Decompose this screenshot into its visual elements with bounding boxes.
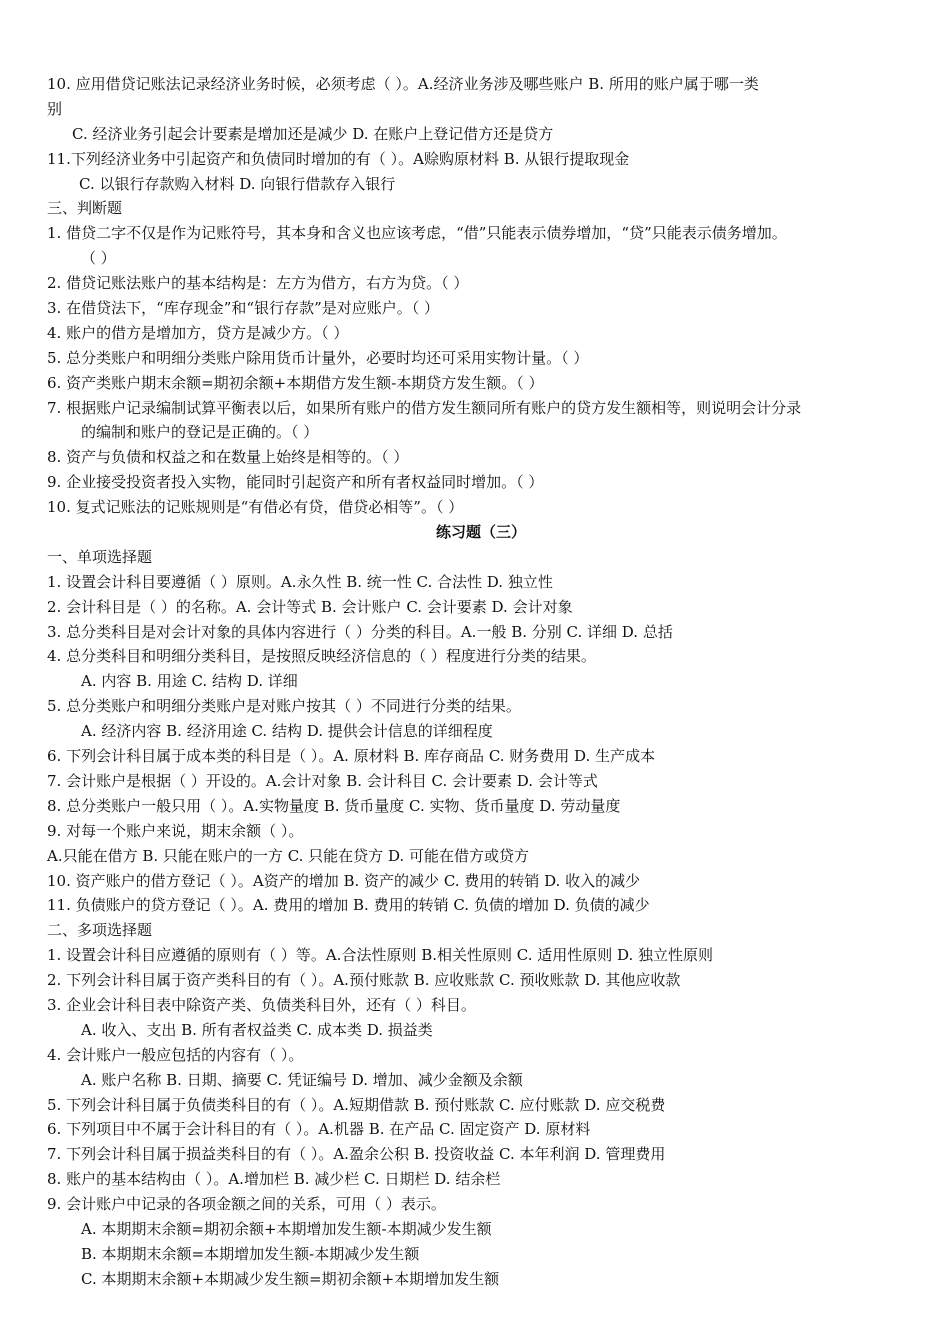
text-line — [0, 943, 950, 968]
text-line — [0, 719, 950, 744]
line-text: 6. 下列项目中不属于会计科目的有（ ）。A.机器 B. 在产品 C. 固定资产 D. 原材料 — [47, 1120, 591, 1139]
line-text: 1. 设置会计科目应遵循的原则有（ ）等。A.合法性原则 B.相关性原则 C. 适用性原则 D. 独立性原则 — [47, 946, 714, 965]
text-line — [0, 918, 950, 943]
text-line — [0, 246, 950, 271]
text-line — [0, 1093, 950, 1118]
text-line — [0, 744, 950, 769]
text-line — [0, 495, 950, 520]
line-text: 二、多项选择题 — [47, 921, 153, 940]
line-text: 7. 根据账户记录编制试算平衡表以后，如果所有账户的借方发生额同所有账户的贷方发生额相等，则说明会计分录 — [47, 398, 802, 417]
text-line — [0, 122, 950, 147]
text-line — [0, 1217, 950, 1242]
text-line — [0, 620, 950, 645]
text-line — [0, 1242, 950, 1267]
text-line — [0, 1068, 950, 1093]
line-text: C. 本期期末余额+本期减少发生额=期初余额+本期增加发生额 — [81, 1269, 500, 1288]
line-text: 3. 在借贷法下，“库存现金”和“银行存款”是对应账户。（ ） — [47, 299, 440, 318]
line-text: 6. 资产类账户期末余额=期初余额+本期借方发生额-本期贷方发生额。（ ） — [47, 373, 544, 392]
section-title — [0, 520, 950, 545]
line-text: A. 账户名称 B. 日期、摘要 C. 凭证编号 D. 增加、减少金额及余额 — [81, 1070, 523, 1089]
section-title-text: 练习题（三） — [435, 523, 526, 542]
line-text: A. 内容 B. 用途 C. 结构 D. 详细 — [81, 672, 298, 691]
line-text: 7. 会计账户是根据（ ）开设的。A.会计对象 B. 会计科目 C. 会计要素 D. 会计等式 — [47, 771, 598, 790]
text-line — [0, 147, 950, 172]
line-text: 1. 借贷二字不仅是作为记账符号，其本身和含义也应该考虑，“借”只能表示债券增加，“贷”只能表示债务增加。 — [47, 224, 787, 243]
text-line — [0, 1018, 950, 1043]
line-text: 5. 总分类账户和明细分类账户是对账户按其（ ）不同进行分类的结果。 — [47, 697, 521, 716]
text-line — [0, 844, 950, 869]
line-text: 8. 资产与负债和权益之和在数量上始终是相等的。（ ） — [47, 448, 409, 467]
line-text: 2. 会计科目是（ ）的名称。A. 会计等式 B. 会计账户 C. 会计要素 D. 会计对象 — [47, 597, 573, 616]
line-text: 4. 会计账户一般应包括的内容有（ ）。 — [47, 1045, 304, 1064]
text-line — [0, 819, 950, 844]
text-line — [0, 545, 950, 570]
text-line — [0, 1167, 950, 1192]
text-line — [0, 321, 950, 346]
line-text: 8. 账户的基本结构由（ ）。A.增加栏 B. 减少栏 C. 日期栏 D. 结余栏 — [47, 1170, 501, 1189]
text-line — [0, 1142, 950, 1167]
text-line — [0, 371, 950, 396]
line-text: 3. 总分类科目是对会计对象的具体内容进行（ ）分类的科目。A.一般 B. 分别 C. 详细 D. 总括 — [47, 622, 673, 641]
text-line — [0, 993, 950, 1018]
text-line — [0, 794, 950, 819]
line-text: C. 以银行存款购入材料 D. 向银行借款存入银行 — [79, 174, 396, 193]
line-text: 一、单项选择题 — [47, 547, 153, 566]
text-line — [0, 644, 950, 669]
line-text: B. 本期期末余额=本期增加发生额-本期减少发生额 — [81, 1244, 420, 1263]
line-text: 三、判断题 — [47, 199, 123, 218]
line-text: A. 经济内容 B. 经济用途 C. 结构 D. 提供会计信息的详细程度 — [81, 722, 493, 741]
line-text: 5. 总分类账户和明细分类账户除用货币计量外，必要时均还可采用实物计量。（ ） — [47, 348, 589, 367]
line-text: 的编制和账户的登记是正确的。（ ） — [81, 423, 319, 442]
text-line — [0, 968, 950, 993]
text-line — [0, 420, 950, 445]
text-line — [0, 893, 950, 918]
line-text: 1. 设置会计科目要遵循（ ）原则。A.永久性 B. 统一性 C. 合法性 D. 独立性 — [47, 572, 553, 591]
text-line — [0, 1192, 950, 1217]
text-line — [0, 570, 950, 595]
text-line — [0, 1267, 950, 1292]
text-line — [0, 769, 950, 794]
line-text: 10. 复式记账法的记账规则是“有借必有贷，借贷必相等”。（ ） — [47, 498, 464, 517]
line-text: 8. 总分类账户一般只用（ ）。A.实物量度 B. 货币量度 C. 实物、货币量度 D. 劳动量度 — [47, 796, 621, 815]
line-text: A. 本期期末余额=期初余额+本期增加发生额-本期减少发生额 — [81, 1219, 492, 1238]
text-line — [0, 470, 950, 495]
line-text: A.只能在借方 B. 只能在账户的一方 C. 只能在贷方 D. 可能在借方或贷方 — [47, 846, 529, 865]
line-text: 10. 应用借贷记账法记录经济业务时候，必须考虑（ ）。A.经济业务涉及哪些账户 B. 所用的账户属于哪一类 — [47, 75, 759, 93]
text-line — [0, 221, 950, 246]
text-line — [0, 1043, 950, 1068]
line-text: 3. 企业会计科目表中除资产类、负债类科目外，还有（ ）科目。 — [47, 995, 476, 1014]
line-text: 7. 下列会计科目属于损益类科目的有（ ）。A.盈余公积 B. 投资收益 C. 本年利润 D. 管理费用 — [47, 1145, 666, 1164]
line-text: 4. 总分类科目和明细分类科目，是按照反映经济信息的（ ）程度进行分类的结果。 — [47, 647, 596, 666]
text-line — [0, 869, 950, 894]
text-line — [0, 595, 950, 620]
line-text: 2. 借贷记账法账户的基本结构是：左方为借方，右方为贷。（ ） — [47, 274, 469, 293]
text-line — [0, 296, 950, 321]
line-text: （ ） — [81, 249, 116, 268]
text-line — [0, 72, 950, 97]
line-text: 2. 下列会计科目属于资产类科目的有（ ）。A.预付账款 B. 应收账款 C. 预收账款 D. 其他应收款 — [47, 971, 681, 990]
line-text: 11. 负债账户的贷方登记（ ）。A. 费用的增加 B. 费用的转销 C. 负债的增加 D. 负债的减少 — [47, 896, 650, 915]
text-line — [0, 172, 950, 197]
line-text: C. 经济业务引起会计要素是增加还是减少 D. 在账户上登记借方还是贷方 — [72, 124, 554, 143]
text-line — [0, 445, 950, 470]
text-line — [0, 196, 950, 221]
line-text: 5. 下列会计科目属于负债类科目的有（ ）。A.短期借款 B. 预付账款 C. 应付账款 D. 应交税费 — [47, 1095, 666, 1114]
text-line — [0, 346, 950, 371]
line-text: 9. 会计账户中记录的各项金额之间的关系，可用（ ）表示。 — [47, 1195, 446, 1214]
line-text: 6. 下列会计科目属于成本类的科目是（ ）。A. 原材料 B. 库存商品 C. 财务费用 D. 生产成本 — [47, 747, 656, 766]
text-line — [0, 396, 950, 421]
line-text: 11.下列经济业务中引起资产和负债同时增加的有（ ）。A赊购原材料 B. 从银行提取现金 — [47, 149, 630, 168]
line-text: A. 收入、支出 B. 所有者权益类 C. 成本类 D. 损益类 — [81, 1020, 433, 1039]
text-line — [0, 271, 950, 296]
text-line — [0, 97, 950, 122]
text-line — [0, 669, 950, 694]
line-text: 4. 账户的借方是增加方，贷方是减少方。（ ） — [47, 323, 349, 342]
line-text: 9. 对每一个账户来说，期末余额（ ）。 — [47, 821, 304, 840]
text-line — [0, 694, 950, 719]
line-text: 9. 企业接受投资者投入实物，能同时引起资产和所有者权益同时增加。（ ） — [47, 473, 544, 492]
document-page — [0, 72, 950, 1292]
line-text: 别 — [47, 99, 63, 118]
text-line — [0, 1117, 950, 1142]
line-text: 10. 资产账户的借方登记（ ）。A资产的增加 B. 资产的减少 C. 费用的转销 D. 收入的减少 — [47, 871, 641, 890]
